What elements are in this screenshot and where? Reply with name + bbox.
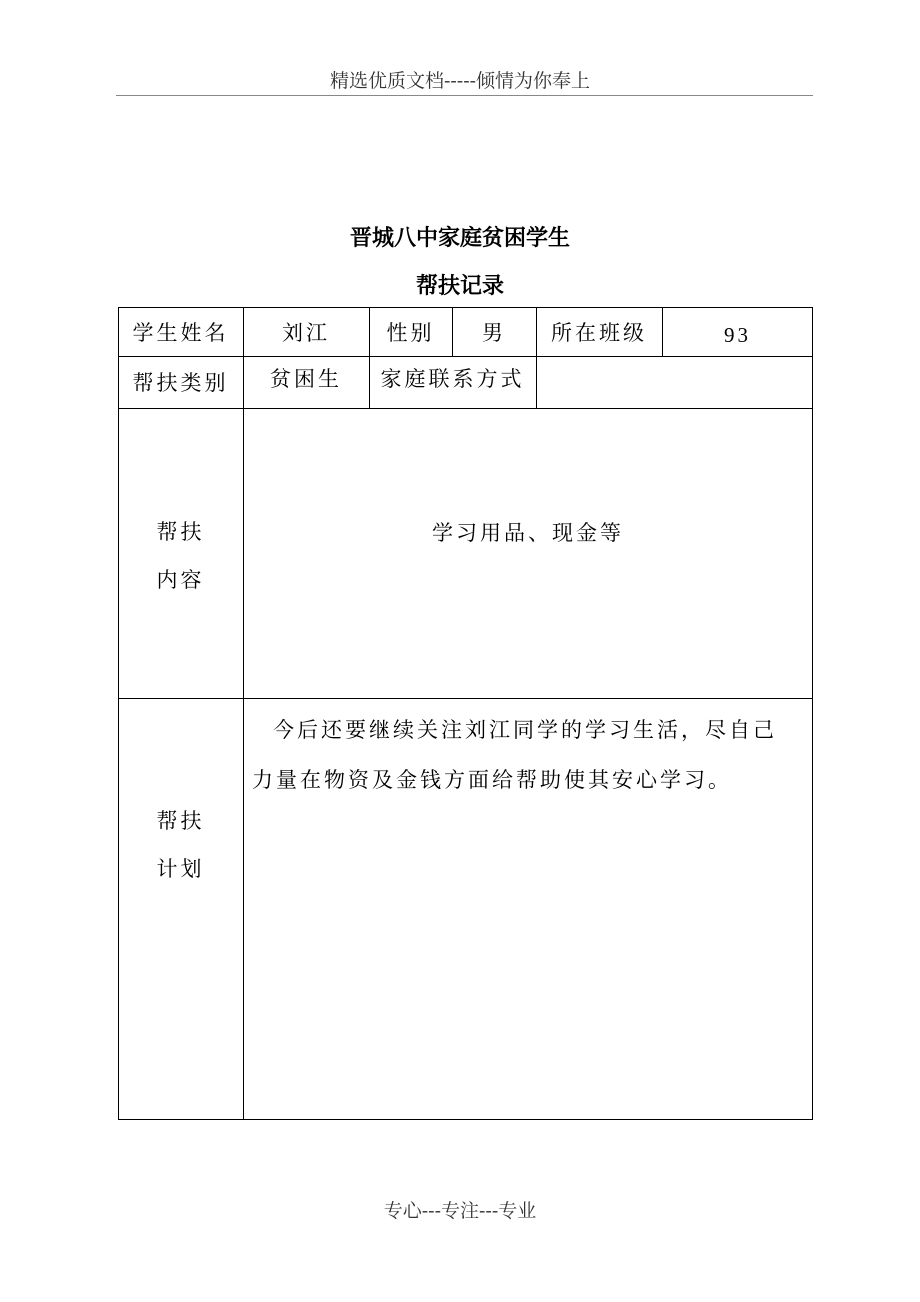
student-name-label: 学生姓名 [132, 320, 229, 345]
gender-value: 男 [482, 320, 506, 345]
aid-plan-label-line1: 帮扶 [156, 809, 205, 833]
aid-plan-label [118, 797, 243, 893]
aid-type-value: 贫困生 [270, 367, 342, 391]
aid-content-label-line1: 帮扶 [156, 520, 205, 544]
header-divider [116, 95, 813, 96]
header-text: 精选优质文档-----倾情为你奉上 [329, 70, 591, 92]
class-value: 93 [724, 323, 751, 347]
aid-content-value: 学习用品、现金等 [432, 521, 624, 545]
page-subtitle: 帮扶记录 [415, 274, 504, 299]
row-divider [118, 698, 813, 699]
family-contact-value [536, 356, 813, 408]
family-contact-label: 家庭联系方式 [380, 367, 525, 391]
row-divider [118, 408, 813, 409]
page-title: 晋城八中家庭贫困学生 [349, 226, 570, 251]
aid-content-label [118, 508, 243, 604]
page-footer: 专心---专注---专业 [383, 1200, 537, 1222]
column-divider [243, 307, 244, 1120]
aid-content-label-line2: 内容 [156, 568, 205, 592]
aid-plan-label-line2: 计划 [156, 857, 205, 881]
gender-label: 性别 [386, 320, 435, 345]
student-name-value: 刘江 [282, 320, 330, 345]
aid-type-label: 帮扶类别 [132, 371, 229, 395]
class-label: 所在班级 [551, 320, 647, 345]
aid-plan-value: 今后还要继续关注刘江同学的学习生活，尽自己力量在物资及金钱方面给帮助使其安心学习。 [252, 718, 777, 792]
